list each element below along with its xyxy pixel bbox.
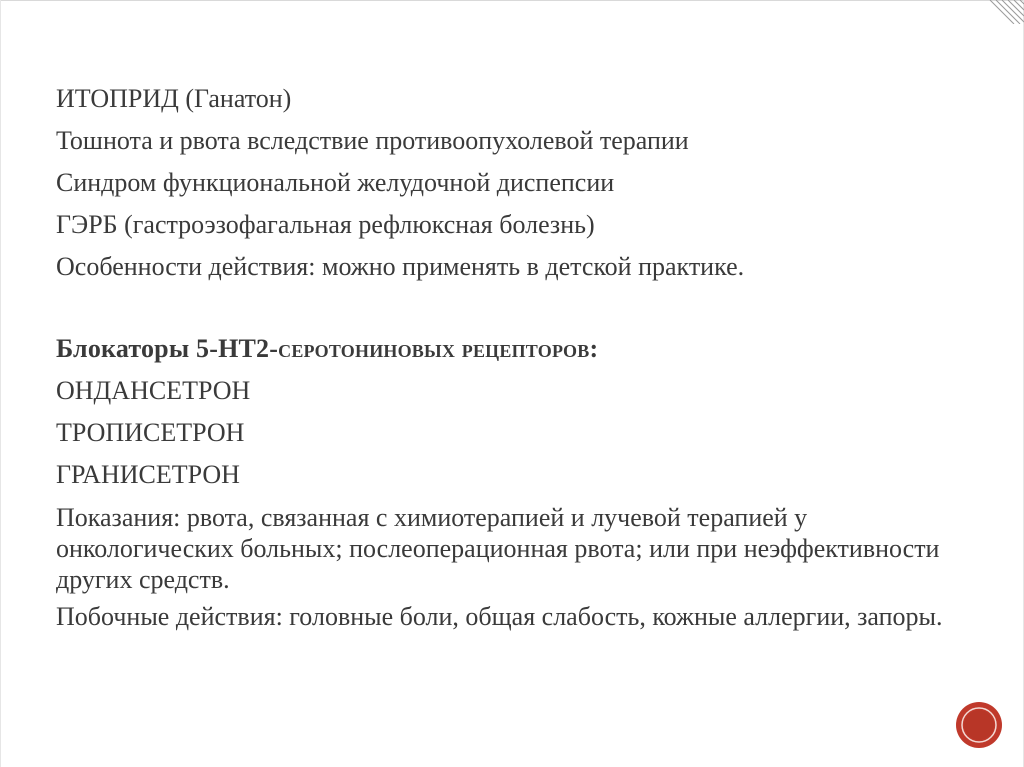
drug-granisetron: ГРАНИСЕТРОН xyxy=(56,460,240,489)
text-line-features: Особенности действия: можно применять в детской практике. xyxy=(56,252,745,281)
text-line-dyspepsia: Синдром функциональной желудочной диспепсии xyxy=(56,168,615,197)
text-line-itoprid: ИТОПРИД (Ганатон) xyxy=(56,84,292,113)
heading-prefix: Блокаторы 5-НТ2- xyxy=(56,334,279,363)
heading-rest: серотониновых рецепторов: xyxy=(278,334,599,363)
frame-top-border xyxy=(0,0,1024,1)
side-effects-paragraph: Побочные действия: головные боли, общая слабость, кожные аллергии, запоры. xyxy=(56,602,943,631)
corner-hatch-icon xyxy=(984,0,1024,24)
text-line-nausea: Тошнота и рвота вследствие противоопухолевой терапии xyxy=(56,126,689,155)
text-line-gerd: ГЭРБ (гастроэзофагальная рефлюксная болезнь) xyxy=(56,210,595,239)
drug-ondansetron: ОНДАНСЕТРОН xyxy=(56,376,251,405)
indications-paragraph: Показания: рвота, связанная с химиотерапией и лучевой терапией у онкологических больных; послеоперационная рвота; или при неэффективности других средств. xyxy=(56,503,940,594)
next-slide-circle-icon[interactable] xyxy=(954,700,1004,750)
spacer xyxy=(56,288,956,328)
slide-content xyxy=(56,78,956,638)
drug-tropisetron: ТРОПИСЕТРОН xyxy=(56,418,245,447)
frame-left-border xyxy=(0,0,1,767)
section-heading xyxy=(56,328,956,370)
